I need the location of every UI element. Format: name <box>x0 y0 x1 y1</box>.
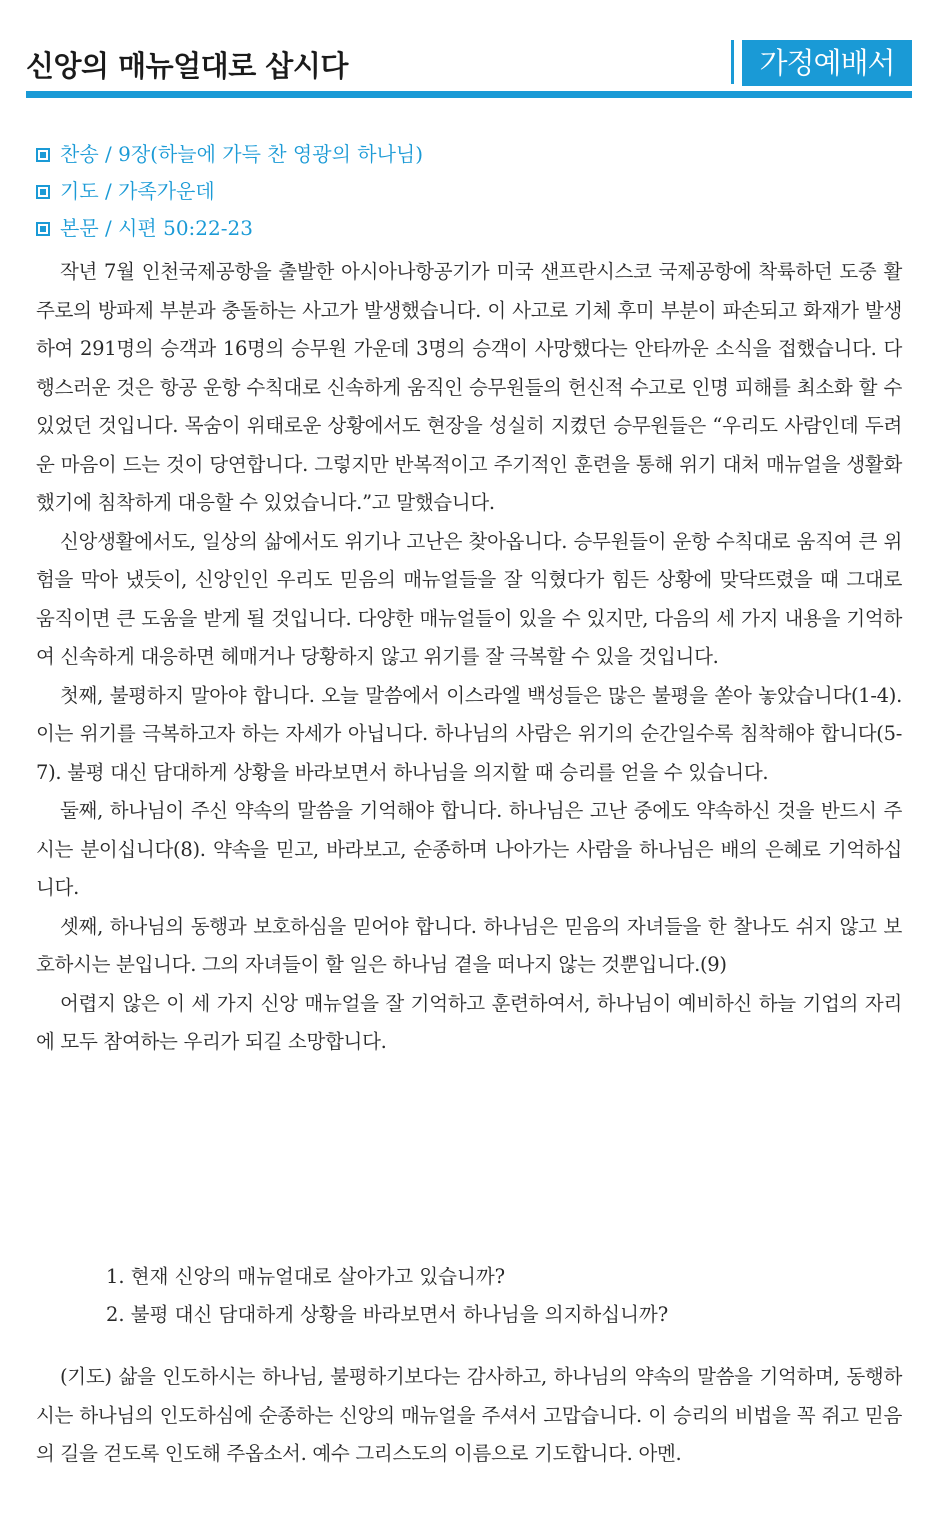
square-bullet-icon <box>36 222 50 236</box>
reflection-questions <box>106 1258 896 1334</box>
page-header <box>26 36 912 98</box>
prayer-leader-text: 기도 / 가족가운데 <box>60 179 215 203</box>
header-rule <box>26 91 912 98</box>
sermon-body <box>36 253 902 1062</box>
hymn-line <box>36 136 896 173</box>
paragraph: 셋째, 하나님의 동행과 보호하심을 믿어야 합니다. 하나님은 믿음의 자녀들을 한 찰나도 쉬지 않고 보호하시는 분입니다. 그의 자녀들이 할 일은 하나님 곁을 떠나지 않는 것뿐입니다.(9) <box>36 914 902 976</box>
question-item: 2. 불평 대신 담대하게 상황을 바라보면서 하나님을 의지하십니까? <box>106 1303 669 1326</box>
scripture-text: 본문 / 시편 50:22-23 <box>60 216 253 240</box>
page-title: 신앙의 매뉴얼대로 삽시다 <box>26 49 348 83</box>
prayer-text: (기도) 삶을 인도하시는 하나님, 불평하기보다는 감사하고, 하나님의 약속의 말씀을 기억하며, 동행하시는 하나님의 인도하심에 순종하는 신앙의 매뉴얼을 주셔서 고맙습니다. 이 승리의 비법을 꼭 쥐고 믿음의 길을 걷도록 인도해 주옵소서. 예수 그리스도의 이름으로 기도합니다. 아멘. <box>36 1365 902 1465</box>
section-badge: 가정예배서 <box>742 40 912 86</box>
worship-info <box>36 136 896 247</box>
question-item: 1. 현재 신앙의 매뉴얼대로 살아가고 있습니까? <box>106 1265 506 1288</box>
section-divider <box>731 40 734 84</box>
hymn-text: 찬송 / 9장(하늘에 가득 찬 영광의 하나님) <box>60 142 424 166</box>
closing-prayer <box>36 1358 902 1474</box>
paragraph: 작년 7월 인천국제공항을 출발한 아시아나항공기가 미국 샌프란시스코 국제공항에 착륙하던 도중 활주로의 방파제 부분과 충돌하는 사고가 발생했습니다. 이 사고로 기체 후미 부분이 파손되고 화재가 발생하여 291명의 승객과 16명의 승무원 가운데 3명의 승객이 사망했다는 안타까운 소식을 접했습니다. 다행스러운 것은 항공 운항 수칙대로 신속하게 움직인 승무원들의 헌신적 수고로 인명 피해를 최소화 할 수 있었던 것입니다. 목숨이 위태로운 상황에서도 현장을 성실히 지켰던 승무원들은 “우리도 사람인데 두려운 마음이 드는 것이 당연합니다. 그렇지만 반복적이고 주기적인 훈련을 통해 위기 대처 매뉴얼을 생활화했기에 침착하게 대응할 수 있었습니다.”고 말했습니다. <box>36 260 902 514</box>
paragraph: 신앙생활에서도, 일상의 삶에서도 위기나 고난은 찾아옵니다. 승무원들이 운항 수칙대로 움직여 큰 위험을 막아 냈듯이, 신앙인인 우리도 믿음의 매뉴얼들을 잘 익혔다가 힘든 상황에 맞닥뜨렸을 때 그대로 움직이면 큰 도움을 받게 될 것입니다. 다양한 매뉴얼들이 있을 수 있지만, 다음의 세 가지 내용을 기억하여 신속하게 대응하면 헤매거나 당황하지 않고 위기를 잘 극복할 수 있을 것입니다. <box>36 529 902 668</box>
scripture-line <box>36 210 896 247</box>
square-bullet-icon <box>36 185 50 199</box>
paragraph: 첫째, 불평하지 말아야 합니다. 오늘 말씀에서 이스라엘 백성들은 많은 불평을 쏟아 놓았습니다(1-4). 이는 위기를 극복하고자 하는 자세가 아닙니다. 하나님의 사람은 위기의 순간일수록 침착해야 합니다(5-7). 불평 대신 담대하게 상황을 바라보면서 하나님을 의지할 때 승리를 얻을 수 있습니다. <box>36 683 902 784</box>
paragraph: 둘째, 하나님이 주신 약속의 말씀을 기억해야 합니다. 하나님은 고난 중에도 약속하신 것을 반드시 주시는 분이십니다(8). 약속을 믿고, 바라보고, 순종하며 나아가는 사람을 하나님은 배의 은혜로 기억하십니다. <box>36 799 902 899</box>
paragraph: 어렵지 않은 이 세 가지 신앙 매뉴얼을 잘 기억하고 훈련하여서, 하나님이 예비하신 하늘 기업의 자리에 모두 참여하는 우리가 되길 소망합니다. <box>36 991 902 1053</box>
prayer-line <box>36 173 896 210</box>
square-bullet-icon <box>36 148 50 162</box>
